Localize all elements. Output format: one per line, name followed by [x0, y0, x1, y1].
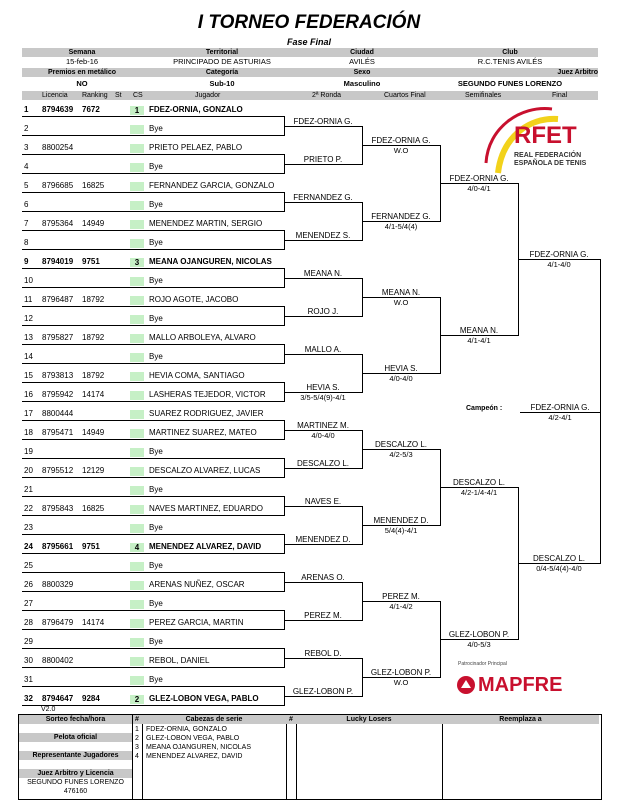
player-name: Bye: [149, 162, 163, 171]
player-row-line: [22, 591, 284, 592]
player-row-line: [22, 363, 284, 364]
bracket-line: [284, 658, 362, 659]
player-row-line: [22, 401, 284, 402]
player-name: MENENDEZ ALVAREZ, DAVID: [149, 542, 262, 551]
rfet-logo-text: RFET: [514, 122, 577, 149]
player-licencia: 8795661: [42, 542, 74, 551]
player-ranking: 14949: [82, 428, 105, 437]
bracket-winner-name: PRIETO P.: [303, 155, 343, 164]
player-row-line: [22, 629, 284, 630]
bracket-winner-name: FDEZ-ORNIA G.: [293, 117, 353, 126]
player-cs: [130, 144, 144, 153]
bracket-line: [284, 620, 362, 621]
player-name: ARENAS NUÑEZ, OSCAR: [149, 580, 245, 589]
reemplaza-header: Reemplaza a: [499, 716, 542, 723]
player-ranking: 16825: [82, 181, 105, 190]
player-licencia: 8800329: [42, 580, 74, 589]
player-licencia: 8800254: [42, 143, 74, 152]
col-2-ronda: 2ª Ronda: [312, 92, 342, 99]
player-cs: [130, 353, 144, 362]
bracket-winner-name: PEREZ M.: [382, 592, 420, 601]
player-cs: [130, 239, 144, 248]
bracket-winner-name: DESCALZO L.: [374, 440, 427, 449]
player-name: FDEZ-ORNIA, GONZALO: [149, 105, 243, 114]
bracket-score: 4/2-1/4-4/1: [460, 488, 498, 497]
bracket-winner-name: MENENDEZ D.: [373, 516, 429, 525]
col-semifinales: Semifinales: [465, 92, 502, 99]
bracket-winner-name: DESCALZO L.: [452, 478, 505, 487]
player-cs: [130, 277, 144, 286]
seed-number: 3: [135, 744, 139, 751]
player-number: 28: [24, 618, 33, 627]
mapfre-emblem-icon: [456, 675, 476, 695]
bracket-winner-name: MALLO A.: [304, 345, 342, 354]
player-number: 6: [24, 200, 29, 209]
bracket-winner-name: FDEZ-ORNIA G.: [371, 136, 431, 145]
col-final: Final: [552, 92, 568, 99]
bracket-winner-name: MARTINEZ M.: [297, 421, 349, 430]
player-row-line: [22, 610, 284, 611]
seed-name: GLEZ-LOBON VEGA, PABLO: [146, 735, 240, 742]
col-jugador: Jugador: [195, 92, 221, 99]
bracket-line: [284, 316, 362, 317]
bracket-score: 4/0-4/0: [311, 431, 335, 440]
player-name: DESCALZO ALVAREZ, LUCAS: [149, 466, 261, 475]
version-label: V2.0: [41, 706, 56, 713]
player-row-line: [22, 154, 284, 155]
player-row-line: [22, 439, 284, 440]
bracket-winner-name: MEANA N.: [381, 288, 421, 297]
player-ranking: 18792: [82, 371, 105, 380]
player-cs: [130, 600, 144, 609]
player-licencia: 8793813: [42, 371, 74, 380]
player-row-line: [22, 211, 284, 212]
player-number: 19: [24, 447, 33, 456]
seed-name: MENENDEZ ALVAREZ, DAVID: [146, 753, 243, 760]
player-ranking: 18792: [82, 333, 105, 342]
player-number: 11: [24, 295, 33, 304]
player-number: 7: [24, 219, 29, 228]
bottom-divider-5: [442, 714, 443, 800]
bracket-score: 4/0-4/1: [467, 184, 491, 193]
info-value-sexo: Masculino: [343, 79, 381, 88]
bracket-winner-name: DESCALZO L.: [296, 459, 349, 468]
player-name: Bye: [149, 200, 163, 209]
info-value-ciudad: AVILÉS: [349, 57, 375, 66]
player-name: Bye: [149, 599, 163, 608]
player-cs: 2: [130, 695, 144, 704]
player-name: Bye: [149, 561, 163, 570]
bracket-winner-name: FERNANDEZ G.: [293, 193, 353, 202]
bracket-score: W.O: [393, 146, 409, 155]
player-row-line: [22, 477, 284, 478]
player-licencia: 8796479: [42, 618, 74, 627]
player-ranking: 7672: [82, 105, 100, 114]
juez-name: SEGUNDO FUNES LORENZO: [27, 779, 124, 786]
player-name: Bye: [149, 238, 163, 247]
bracket-winner-name: MEANA N.: [459, 326, 499, 335]
bracket-line: [284, 126, 362, 127]
bracket-winner-name: FDEZ-ORNIA G.: [529, 250, 589, 259]
player-row-line: [22, 382, 284, 383]
info-value-premios: NO: [76, 79, 88, 88]
player-number: 27: [24, 599, 33, 608]
info-header-club: Club: [502, 49, 518, 56]
player-licencia: 8795512: [42, 466, 74, 475]
bracket-winner-name: MEANA N.: [303, 269, 343, 278]
page-subtitle: Fase Final: [286, 37, 331, 47]
player-cs: [130, 467, 144, 476]
player-number: 31: [24, 675, 33, 684]
bracket-score: 0/4-5/4(4)-4/0: [536, 564, 582, 573]
player-row-line: [22, 135, 284, 136]
col-licencia: Licencia: [42, 92, 68, 99]
seed-name: MEANA OJANGUREN, NICOLAS: [146, 744, 252, 751]
info-value-club: R.C.TENIS AVILÉS: [477, 57, 543, 66]
player-cs: [130, 505, 144, 514]
player-name: Bye: [149, 523, 163, 532]
player-number: 4: [24, 162, 29, 171]
player-name: NAVES MARTINEZ, EDUARDO: [149, 504, 263, 513]
champion-name: FDEZ-ORNIA G.: [530, 403, 590, 412]
player-number: 10: [24, 276, 33, 285]
player-licencia: 8794647: [42, 694, 74, 703]
bracket-winner-name: REBOL D.: [304, 649, 342, 658]
player-name: LASHERAS TEJEDOR, VICTOR: [149, 390, 266, 399]
player-number: 16: [24, 390, 33, 399]
player-licencia: 8796685: [42, 181, 74, 190]
player-cs: [130, 657, 144, 666]
player-name: ROJO AGOTE, JACOBO: [149, 295, 239, 304]
player-cs: [130, 676, 144, 685]
player-row-line: [22, 648, 284, 649]
player-number: 15: [24, 371, 33, 380]
player-number: 2: [24, 124, 29, 133]
info-header-territorial: Territorial: [205, 49, 239, 56]
player-number: 12: [24, 314, 33, 323]
player-ranking: 9751: [82, 542, 100, 551]
info-value-juez: SEGUNDO FUNES LORENZO: [457, 79, 563, 88]
bracket-winner-name: FERNANDEZ G.: [371, 212, 431, 221]
player-cs: [130, 334, 144, 343]
bracket-line: [284, 354, 362, 355]
player-row-line: [22, 325, 284, 326]
player-name: Bye: [149, 637, 163, 646]
player-row-line: [22, 667, 284, 668]
player-name: PEREZ GARCIA, MARTIN: [149, 618, 244, 627]
final-connector: [600, 259, 601, 564]
player-row-line: [22, 496, 284, 497]
player-number: 1: [24, 105, 29, 114]
bracket-winner-name: HEVIA S.: [384, 364, 418, 373]
player-number: 26: [24, 580, 33, 589]
bracket-line: [284, 582, 362, 583]
cabezas-header: Cabezas de serie: [185, 716, 243, 723]
bracket-line: [284, 696, 362, 697]
bracket-winner-name: DESCALZO L.: [532, 554, 585, 563]
player-number: 20: [24, 466, 33, 475]
bracket-line: [284, 506, 362, 507]
bracket-winner-name: GLEZ-LOBON P.: [292, 687, 354, 696]
bottom-divider-3: [286, 714, 287, 800]
player-row-line: [22, 249, 284, 250]
player-licencia: 8795942: [42, 390, 74, 399]
player-number: 3: [24, 143, 29, 152]
bracket-score: W.O: [393, 678, 409, 687]
player-name: Bye: [149, 352, 163, 361]
bracket-winner-name: FDEZ-ORNIA G.: [449, 174, 509, 183]
col-cuartos: Cuartos Final: [384, 92, 426, 99]
player-name: Bye: [149, 314, 163, 323]
player-name: PRIETO PELAEZ, PABLO: [149, 143, 243, 152]
player-number: 5: [24, 181, 29, 190]
player-cs: [130, 638, 144, 647]
player-name: MEANA OJANGUREN, NICOLAS: [149, 257, 272, 266]
player-licencia: 8800444: [42, 409, 74, 418]
player-name: MARTINEZ SUAREZ, MATEO: [149, 428, 257, 437]
bracket-winner-name: GLEZ-LOBON P.: [448, 630, 510, 639]
player-row-line: [22, 686, 284, 687]
mapfre-logo-text: MAPFRE: [478, 674, 563, 696]
player-row-line: [22, 230, 284, 231]
representante-label: Representante Jugadores: [32, 752, 119, 759]
col-ranking: Ranking: [82, 92, 108, 99]
player-ranking: 14174: [82, 618, 105, 627]
bracket-winner-name: PEREZ M.: [304, 611, 342, 620]
player-cs: [130, 315, 144, 324]
player-cs: 3: [130, 258, 144, 267]
seed-number: 2: [135, 735, 139, 742]
bracket-score: 5/4(4)-4/1: [384, 526, 418, 535]
player-cs: [130, 125, 144, 134]
player-name: Bye: [149, 447, 163, 456]
info-header-ciudad: Ciudad: [350, 49, 374, 56]
page-title: I TORNEO FEDERACIÓN: [197, 12, 421, 33]
player-row-line: [22, 192, 284, 193]
player-name: FERNANDEZ GARCIA, GONZALO: [149, 181, 275, 190]
player-licencia: 8795827: [42, 333, 74, 342]
player-name: Bye: [149, 675, 163, 684]
player-name: Bye: [149, 276, 163, 285]
rfet-logo-line1: REAL FEDERACIÓN: [514, 152, 582, 159]
player-number: 32: [24, 694, 33, 703]
player-licencia: 8795471: [42, 428, 74, 437]
player-number: 24: [24, 542, 33, 551]
bracket-line: [284, 164, 362, 165]
player-number: 23: [24, 523, 33, 532]
player-number: 29: [24, 637, 33, 646]
champion-label: Campeón :: [466, 405, 503, 412]
player-cs: [130, 619, 144, 628]
info-value-semana: 15-feb-16: [65, 57, 99, 66]
juez-licencia: 476160: [63, 788, 88, 795]
player-cs: [130, 486, 144, 495]
player-row-line: [22, 306, 284, 307]
player-cs: [130, 182, 144, 191]
bracket-score: 4/0-5/3: [467, 640, 491, 649]
player-row-line: [22, 553, 284, 554]
player-row-line: [22, 173, 284, 174]
player-name: SUAREZ RODRIGUEZ, JAVIER: [149, 409, 264, 418]
bracket-score: 4/1-5/4(4): [384, 222, 418, 231]
bracket-line: [284, 202, 362, 203]
info-header-juez: Juez Arbitro: [557, 69, 598, 76]
player-cs: 4: [130, 543, 144, 552]
player-cs: [130, 410, 144, 419]
bracket-winner-name: HEVIA S.: [306, 383, 340, 392]
player-name: MENENDEZ MARTIN, SERGIO: [149, 219, 263, 228]
bottom-divider-2: [142, 714, 143, 800]
bracket-score: 4/0-4/0: [389, 374, 413, 383]
player-ranking: 16825: [82, 504, 105, 513]
player-number: 13: [24, 333, 33, 342]
player-number: 14: [24, 352, 33, 361]
bracket-winner-name: GLEZ-LOBON P.: [370, 668, 432, 677]
lucky-losers-header: Lucky Losers: [346, 716, 392, 723]
bracket-line: [284, 544, 362, 545]
player-row-line: [22, 420, 284, 421]
player-licencia: 8795364: [42, 219, 74, 228]
player-licencia: 8800402: [42, 656, 74, 665]
player-row-line: [22, 268, 284, 269]
bracket-score: 4/1-4/2: [389, 602, 413, 611]
player-cs: [130, 372, 144, 381]
bracket-winner-name: ROJO J.: [307, 307, 339, 316]
player-ranking: 9284: [82, 694, 100, 703]
seed-num-header: #: [135, 716, 139, 723]
column-header-row: [22, 91, 598, 100]
bracket-score: W.O: [393, 298, 409, 307]
player-name: Bye: [149, 485, 163, 494]
player-cs: [130, 391, 144, 400]
player-row-line: [22, 287, 284, 288]
col-cs: CS: [133, 92, 143, 99]
player-cs: [130, 429, 144, 438]
rfet-logo: [480, 103, 600, 193]
player-licencia: 8794639: [42, 105, 74, 114]
player-number: 30: [24, 656, 33, 665]
lucky-num-header: #: [289, 716, 293, 723]
seed-number: 4: [135, 753, 139, 760]
info-header-sexo: Sexo: [353, 69, 371, 76]
player-cs: [130, 296, 144, 305]
player-number: 9: [24, 257, 29, 266]
player-licencia: 8795843: [42, 504, 74, 513]
col-st: St: [115, 92, 122, 99]
player-ranking: 14949: [82, 219, 105, 228]
player-cs: [130, 220, 144, 229]
seed-number: 1: [135, 726, 139, 733]
bracket-winner-name: ARENAS O.: [301, 573, 345, 582]
player-name: Bye: [149, 124, 163, 133]
info-header-premios: Premios en metálico: [47, 69, 117, 76]
player-name: HEVIA COMA, SANTIAGO: [149, 371, 245, 380]
seed-name: FDEZ-ORNIA, GONZALO: [146, 726, 227, 733]
sorteo-label: Sorteo fecha/hora: [45, 716, 106, 723]
champion-score: 4/2-4/1: [548, 413, 572, 422]
bracket-line: [284, 240, 362, 241]
player-number: 17: [24, 409, 33, 418]
info-header-semana: Semana: [68, 49, 96, 56]
player-row-line: [22, 705, 284, 706]
player-row-line: [22, 344, 284, 345]
bracket-line: [284, 278, 362, 279]
player-cs: 1: [130, 106, 144, 115]
player-cs: [130, 201, 144, 210]
player-row-line: [22, 572, 284, 573]
rfet-logo-line2: ESPAÑOLA DE TENIS: [514, 160, 587, 167]
juez-label: Juez Arbitro y Licencia: [37, 770, 114, 777]
player-ranking: 18792: [82, 295, 105, 304]
bracket-score: 4/2-5/3: [389, 450, 413, 459]
player-cs: [130, 562, 144, 571]
player-row-line: [22, 116, 284, 117]
player-name: REBOL, DANIEL: [149, 656, 210, 665]
player-number: 21: [24, 485, 33, 494]
mapfre-logo: [456, 673, 596, 697]
bracket-winner-name: MENENDEZ S.: [295, 231, 351, 240]
player-row-line: [22, 534, 284, 535]
player-cs: [130, 524, 144, 533]
player-number: 8: [24, 238, 29, 247]
bracket-score: 4/1-4/0: [547, 260, 571, 269]
player-cs: [130, 163, 144, 172]
player-ranking: 14174: [82, 390, 105, 399]
info-value-territorial: PRINCIPADO DE ASTURIAS: [173, 57, 271, 66]
player-name: GLEZ-LOBON VEGA, PABLO: [149, 694, 259, 703]
player-ranking: 9751: [82, 257, 100, 266]
player-licencia: 8796487: [42, 295, 74, 304]
info-value-categoria: Sub-10: [209, 79, 235, 88]
pelota-label: Pelota oficial: [53, 734, 98, 741]
bracket-score: 4/1-4/1: [467, 336, 491, 345]
player-cs: [130, 581, 144, 590]
bracket-score: 3/5-5/4(9)-4/1: [300, 393, 346, 402]
player-name: MALLO ARBOLEYA, ALVARO: [149, 333, 256, 342]
player-number: 22: [24, 504, 33, 513]
bottom-divider-4: [296, 714, 297, 800]
bracket-line: [284, 468, 362, 469]
player-row-line: [22, 515, 284, 516]
sponsor-label: Patrocinador Principal: [458, 661, 507, 667]
player-ranking: 12129: [82, 466, 105, 475]
player-number: 25: [24, 561, 33, 570]
bracket-winner-name: NAVES E.: [304, 497, 342, 506]
info-header-categoria: Categoría: [205, 69, 239, 76]
player-cs: [130, 448, 144, 457]
bracket-winner-name: MENENDEZ D.: [295, 535, 351, 544]
player-row-line: [22, 458, 284, 459]
player-licencia: 8794019: [42, 257, 74, 266]
player-number: 18: [24, 428, 33, 437]
